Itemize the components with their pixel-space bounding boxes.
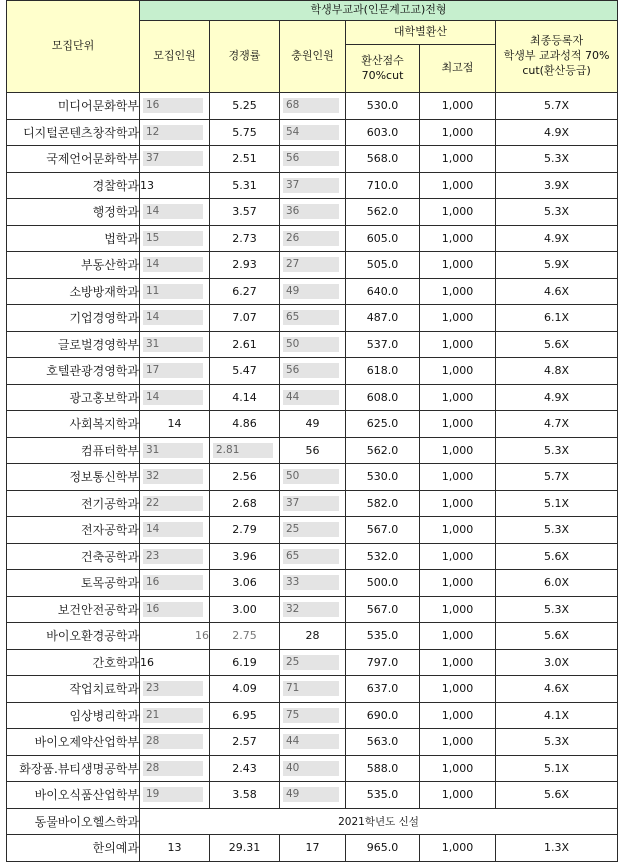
- cell-fill: [280, 782, 346, 809]
- cell-fill: [280, 225, 346, 252]
- cell-dept: 미디어문화학부: [7, 93, 140, 120]
- cell-max: 1,000: [420, 835, 496, 862]
- cell-ratio: 3.00: [210, 596, 280, 623]
- cell-fill: [280, 146, 346, 173]
- cell-max: 1,000: [420, 384, 496, 411]
- cell-ratio: 2.73: [210, 225, 280, 252]
- cell-score: 537.0: [346, 331, 420, 358]
- cell-dept: 바이오제약산업학부: [7, 729, 140, 756]
- table-row: [7, 252, 618, 279]
- cell-score: 562.0: [346, 199, 420, 226]
- cell-quota: [140, 93, 210, 120]
- cell-dept: 소방방재학과: [7, 278, 140, 305]
- cell-quota: [140, 490, 210, 517]
- cell-dept: 글로벌경영학부: [7, 331, 140, 358]
- cell-grade: 5.6X: [496, 331, 618, 358]
- cell-grade: 5.9X: [496, 252, 618, 279]
- cell-max: 1,000: [420, 543, 496, 570]
- cell-quota-value: 37: [143, 151, 203, 166]
- cell-fill-value: 33: [283, 575, 339, 590]
- cell-quota: [140, 331, 210, 358]
- cell-grade: 1.3X: [496, 835, 618, 862]
- cell-dept: 한의예과: [7, 835, 140, 862]
- cell-fill-value: 27: [283, 257, 339, 272]
- cell-fill: [280, 729, 346, 756]
- cell-quota-value: 14: [143, 390, 203, 405]
- cell-grade: 5.6X: [496, 623, 618, 650]
- cell-score: 535.0: [346, 782, 420, 809]
- cell-fill-value: 50: [283, 337, 339, 352]
- cell-grade: 4.8X: [496, 358, 618, 385]
- cell-quota: 14: [140, 411, 210, 438]
- header-final: 최종등록자 학생부 교과성적 70% cut(환산등급): [496, 21, 618, 93]
- cell-score: 568.0: [346, 146, 420, 173]
- cell-score: 797.0: [346, 649, 420, 676]
- cell-fill-value: 68: [283, 98, 339, 113]
- cell-score: 532.0: [346, 543, 420, 570]
- cell-fill-value: 36: [283, 204, 339, 219]
- cell-quota: [140, 358, 210, 385]
- cell-dept: 화장품.뷰티생명공학부: [7, 755, 140, 782]
- table-row: [7, 199, 618, 226]
- table-row: [7, 358, 618, 385]
- cell-fill: [280, 358, 346, 385]
- table-row: [7, 543, 618, 570]
- cell-dept: 부동산학과: [7, 252, 140, 279]
- cell-quota: [140, 676, 210, 703]
- cell-quota-value: 23: [143, 549, 203, 564]
- cell-fill-value: 49: [283, 284, 339, 299]
- cell-grade: 4.9X: [496, 384, 618, 411]
- cell-ratio: 6.27: [210, 278, 280, 305]
- cell-grade: 6.0X: [496, 570, 618, 597]
- cell-dept: 국제언어문화학부: [7, 146, 140, 173]
- cell-score: 500.0: [346, 570, 420, 597]
- cell-grade: 3.9X: [496, 172, 618, 199]
- table-row: [7, 411, 618, 438]
- cell-fill-value: 32: [283, 602, 339, 617]
- table-row-new-dept: [7, 808, 618, 835]
- cell-fill-value: 75: [283, 708, 339, 723]
- cell-fill: [280, 252, 346, 279]
- cell-fill: [280, 570, 346, 597]
- cell-quota: [140, 464, 210, 491]
- table-row: [7, 331, 618, 358]
- cell-ratio: 3.96: [210, 543, 280, 570]
- cell-grade: 5.1X: [496, 490, 618, 517]
- cell-grade: 4.6X: [496, 676, 618, 703]
- cell-grade: 4.9X: [496, 225, 618, 252]
- cell-quota-value: 31: [143, 337, 203, 352]
- cell-quota: [140, 199, 210, 226]
- cell-fill: [280, 464, 346, 491]
- cell-ratio: 3.58: [210, 782, 280, 809]
- cell-ratio: 5.75: [210, 119, 280, 146]
- cell-quota-value: 19: [143, 787, 203, 802]
- cell-max: 1,000: [420, 225, 496, 252]
- cell-fill: 49: [280, 411, 346, 438]
- cell-ratio: 3.06: [210, 570, 280, 597]
- cell-fill: [280, 649, 346, 676]
- cell-ratio: 2.56: [210, 464, 280, 491]
- cell-dept: 건축공학과: [7, 543, 140, 570]
- cell-ratio: 2.57: [210, 729, 280, 756]
- cell-score: 563.0: [346, 729, 420, 756]
- cell-max: 1,000: [420, 278, 496, 305]
- cell-fill-value: 25: [283, 522, 339, 537]
- cell-grade: 5.7X: [496, 464, 618, 491]
- cell-ratio: 5.47: [210, 358, 280, 385]
- table-row: [7, 782, 618, 809]
- cell-quota: [140, 252, 210, 279]
- cell-fill-value: 56: [283, 151, 339, 166]
- table-row: [7, 517, 618, 544]
- cell-max: 1,000: [420, 437, 496, 464]
- cell-note: 2021학년도 신설: [140, 808, 618, 835]
- table-row: [7, 119, 618, 146]
- cell-fill: [280, 543, 346, 570]
- header-conv-score: 환산점수 70%cut: [346, 45, 420, 93]
- cell-fill: [280, 278, 346, 305]
- cell-grade: 5.3X: [496, 596, 618, 623]
- cell-ratio: 2.93: [210, 252, 280, 279]
- cell-fill-value: 65: [283, 549, 339, 564]
- cell-grade: 5.3X: [496, 437, 618, 464]
- cell-ratio: 2.75: [210, 623, 280, 650]
- header-conv-max: 최고점: [420, 45, 496, 93]
- header-ratio: 경쟁률: [210, 21, 280, 93]
- cell-grade: 4.9X: [496, 119, 618, 146]
- cell-quota-value: 12: [143, 125, 203, 140]
- table-row: [7, 570, 618, 597]
- cell-fill-value: 65: [283, 310, 339, 325]
- cell-fill-value: 26: [283, 231, 339, 246]
- cell-quota: [140, 437, 210, 464]
- cell-dept: 토목공학과: [7, 570, 140, 597]
- cell-max: 1,000: [420, 93, 496, 120]
- cell-max: 1,000: [420, 649, 496, 676]
- cell-fill: 17: [280, 835, 346, 862]
- cell-dept: 임상병리학과: [7, 702, 140, 729]
- cell-score: 965.0: [346, 835, 420, 862]
- cell-score: 562.0: [346, 437, 420, 464]
- table-row: [7, 676, 618, 703]
- cell-score: 588.0: [346, 755, 420, 782]
- cell-quota: [140, 782, 210, 809]
- cell-max: 1,000: [420, 596, 496, 623]
- header-conversion: 대학별환산: [346, 21, 496, 45]
- cell-grade: 5.6X: [496, 782, 618, 809]
- cell-quota: [140, 755, 210, 782]
- cell-fill: [280, 331, 346, 358]
- cell-ratio-value: 2.81: [213, 443, 273, 458]
- cell-score: 567.0: [346, 517, 420, 544]
- cell-dept: 보건안전공학과: [7, 596, 140, 623]
- table-row-last: [7, 835, 618, 862]
- cell-fill-value: 54: [283, 125, 339, 140]
- cell-score: 603.0: [346, 119, 420, 146]
- cell-fill-value: 37: [283, 496, 339, 511]
- cell-score: 530.0: [346, 464, 420, 491]
- cell-max: 1,000: [420, 172, 496, 199]
- cell-dept: 행정학과: [7, 199, 140, 226]
- cell-ratio: 2.51: [210, 146, 280, 173]
- cell-quota-value: 22: [143, 496, 203, 511]
- cell-max: 1,000: [420, 623, 496, 650]
- cell-grade: 5.3X: [496, 146, 618, 173]
- cell-ratio: 2.68: [210, 490, 280, 517]
- cell-quota-value: 14: [143, 310, 203, 325]
- table-row: [7, 278, 618, 305]
- cell-quota: 16: [140, 623, 210, 650]
- cell-quota-value: 32: [143, 469, 203, 484]
- cell-ratio: 5.25: [210, 93, 280, 120]
- table-row: [7, 305, 618, 332]
- cell-ratio: [210, 437, 280, 464]
- cell-max: 1,000: [420, 570, 496, 597]
- cell-max: 1,000: [420, 676, 496, 703]
- cell-score: 487.0: [346, 305, 420, 332]
- table-row: [7, 464, 618, 491]
- cell-dept: 경찰학과: [7, 172, 140, 199]
- cell-fill: [280, 755, 346, 782]
- cell-score: 605.0: [346, 225, 420, 252]
- cell-ratio: 6.19: [210, 649, 280, 676]
- table-row: [7, 384, 618, 411]
- cell-score: 690.0: [346, 702, 420, 729]
- cell-dept: 정보통신학부: [7, 464, 140, 491]
- cell-quota-value: 14: [143, 257, 203, 272]
- cell-quota: [140, 384, 210, 411]
- table-row: [7, 490, 618, 517]
- cell-max: 1,000: [420, 490, 496, 517]
- cell-quota-value: 21: [143, 708, 203, 723]
- cell-quota: 16: [140, 649, 210, 676]
- cell-max: 1,000: [420, 464, 496, 491]
- cell-max: 1,000: [420, 702, 496, 729]
- cell-dept: 바이오환경공학과: [7, 623, 140, 650]
- cell-dept: 동물바이오헬스학과: [7, 808, 140, 835]
- table-row: [7, 93, 618, 120]
- cell-fill-value: 50: [283, 469, 339, 484]
- cell-max: 1,000: [420, 146, 496, 173]
- table-row: [7, 225, 618, 252]
- cell-fill: [280, 490, 346, 517]
- cell-grade: 5.3X: [496, 199, 618, 226]
- cell-quota-value: 11: [143, 284, 203, 299]
- cell-quota-value: 17: [143, 363, 203, 378]
- cell-fill-value: 56: [283, 363, 339, 378]
- cell-quota: [140, 570, 210, 597]
- cell-max: 1,000: [420, 517, 496, 544]
- cell-dept: 전기공학과: [7, 490, 140, 517]
- table-row: [7, 623, 618, 650]
- cell-fill-value: 40: [283, 761, 339, 776]
- cell-max: 1,000: [420, 411, 496, 438]
- cell-dept: 광고홍보학과: [7, 384, 140, 411]
- cell-ratio: 4.14: [210, 384, 280, 411]
- cell-ratio: 2.43: [210, 755, 280, 782]
- table-row: [7, 702, 618, 729]
- table-row: [7, 437, 618, 464]
- cell-fill: [280, 702, 346, 729]
- cell-grade: 5.7X: [496, 93, 618, 120]
- cell-quota-value: 16: [143, 98, 203, 113]
- cell-dept: 전자공학과: [7, 517, 140, 544]
- cell-fill: [280, 199, 346, 226]
- cell-fill: [280, 384, 346, 411]
- cell-ratio: 3.57: [210, 199, 280, 226]
- cell-quota: [140, 596, 210, 623]
- cell-quota: [140, 278, 210, 305]
- cell-score: 505.0: [346, 252, 420, 279]
- cell-quota: [140, 729, 210, 756]
- cell-ratio: 2.61: [210, 331, 280, 358]
- cell-fill: [280, 93, 346, 120]
- cell-ratio: 29.31: [210, 835, 280, 862]
- cell-fill: [280, 119, 346, 146]
- cell-quota-value: 15: [143, 231, 203, 246]
- cell-grade: 3.0X: [496, 649, 618, 676]
- cell-score: 608.0: [346, 384, 420, 411]
- cell-max: 1,000: [420, 729, 496, 756]
- cell-fill: [280, 676, 346, 703]
- cell-fill-value: 71: [283, 681, 339, 696]
- cell-quota-value: 16: [143, 575, 203, 590]
- cell-ratio: 4.86: [210, 411, 280, 438]
- cell-max: 1,000: [420, 119, 496, 146]
- cell-grade: 4.1X: [496, 702, 618, 729]
- cell-quota-value: 31: [143, 443, 203, 458]
- table-row: [7, 596, 618, 623]
- cell-ratio: 5.31: [210, 172, 280, 199]
- cell-fill: [280, 305, 346, 332]
- cell-dept: 컴퓨터학부: [7, 437, 140, 464]
- cell-ratio: 7.07: [210, 305, 280, 332]
- cell-grade: 5.3X: [496, 517, 618, 544]
- cell-score: 535.0: [346, 623, 420, 650]
- cell-fill-value: 37: [283, 178, 339, 193]
- header-fill: 충원인원: [280, 21, 346, 93]
- cell-score: 640.0: [346, 278, 420, 305]
- cell-max: 1,000: [420, 199, 496, 226]
- cell-score: 625.0: [346, 411, 420, 438]
- cell-dept: 디지털콘텐츠창작학과: [7, 119, 140, 146]
- cell-score: 530.0: [346, 93, 420, 120]
- cell-fill-value: 44: [283, 390, 339, 405]
- admission-results-table: [6, 0, 618, 862]
- cell-fill: [280, 596, 346, 623]
- cell-fill-value: 25: [283, 655, 339, 670]
- cell-grade: 5.6X: [496, 543, 618, 570]
- cell-quota-value: 28: [143, 734, 203, 749]
- cell-ratio: 4.09: [210, 676, 280, 703]
- table-row: [7, 649, 618, 676]
- cell-max: 1,000: [420, 358, 496, 385]
- cell-quota: [140, 517, 210, 544]
- cell-dept: 사회복지학과: [7, 411, 140, 438]
- cell-grade: 5.1X: [496, 755, 618, 782]
- cell-quota: 13: [140, 172, 210, 199]
- table-row: [7, 172, 618, 199]
- cell-fill-value: 49: [283, 787, 339, 802]
- cell-score: 637.0: [346, 676, 420, 703]
- cell-dept: 법학과: [7, 225, 140, 252]
- cell-quota: 13: [140, 835, 210, 862]
- cell-grade: 4.7X: [496, 411, 618, 438]
- cell-quota: [140, 146, 210, 173]
- cell-quota-value: 23: [143, 681, 203, 696]
- cell-max: 1,000: [420, 331, 496, 358]
- cell-quota-value: 28: [143, 761, 203, 776]
- header-admission-type: 학생부교과(인문계고교)전형: [140, 1, 618, 21]
- cell-dept: 기업경영학과: [7, 305, 140, 332]
- cell-dept: 바이오식품산업학부: [7, 782, 140, 809]
- header-quota: 모집인원: [140, 21, 210, 93]
- cell-fill: 56: [280, 437, 346, 464]
- cell-score: 710.0: [346, 172, 420, 199]
- table-row: [7, 729, 618, 756]
- cell-quota: [140, 119, 210, 146]
- cell-quota-value: 14: [143, 522, 203, 537]
- cell-max: 1,000: [420, 305, 496, 332]
- cell-quota: [140, 543, 210, 570]
- cell-score: 618.0: [346, 358, 420, 385]
- cell-dept: 간호학과: [7, 649, 140, 676]
- cell-max: 1,000: [420, 755, 496, 782]
- cell-fill: [280, 517, 346, 544]
- cell-quota: [140, 305, 210, 332]
- table-row: [7, 755, 618, 782]
- cell-ratio: 2.79: [210, 517, 280, 544]
- cell-grade: 5.3X: [496, 729, 618, 756]
- cell-score: 582.0: [346, 490, 420, 517]
- table-body: [7, 93, 618, 862]
- cell-fill: [280, 172, 346, 199]
- cell-max: 1,000: [420, 782, 496, 809]
- cell-fill: 28: [280, 623, 346, 650]
- cell-quota: [140, 225, 210, 252]
- cell-quota-value: 16: [143, 602, 203, 617]
- table-row: [7, 146, 618, 173]
- cell-ratio: 6.95: [210, 702, 280, 729]
- cell-dept: 호텔관광경영학과: [7, 358, 140, 385]
- cell-quota-value: 14: [143, 204, 203, 219]
- cell-max: 1,000: [420, 252, 496, 279]
- cell-fill-value: 44: [283, 734, 339, 749]
- cell-score: 567.0: [346, 596, 420, 623]
- cell-grade: 6.1X: [496, 305, 618, 332]
- cell-dept: 작업치료학과: [7, 676, 140, 703]
- cell-grade: 4.6X: [496, 278, 618, 305]
- header-dept: 모집단위: [7, 1, 140, 93]
- cell-quota: [140, 702, 210, 729]
